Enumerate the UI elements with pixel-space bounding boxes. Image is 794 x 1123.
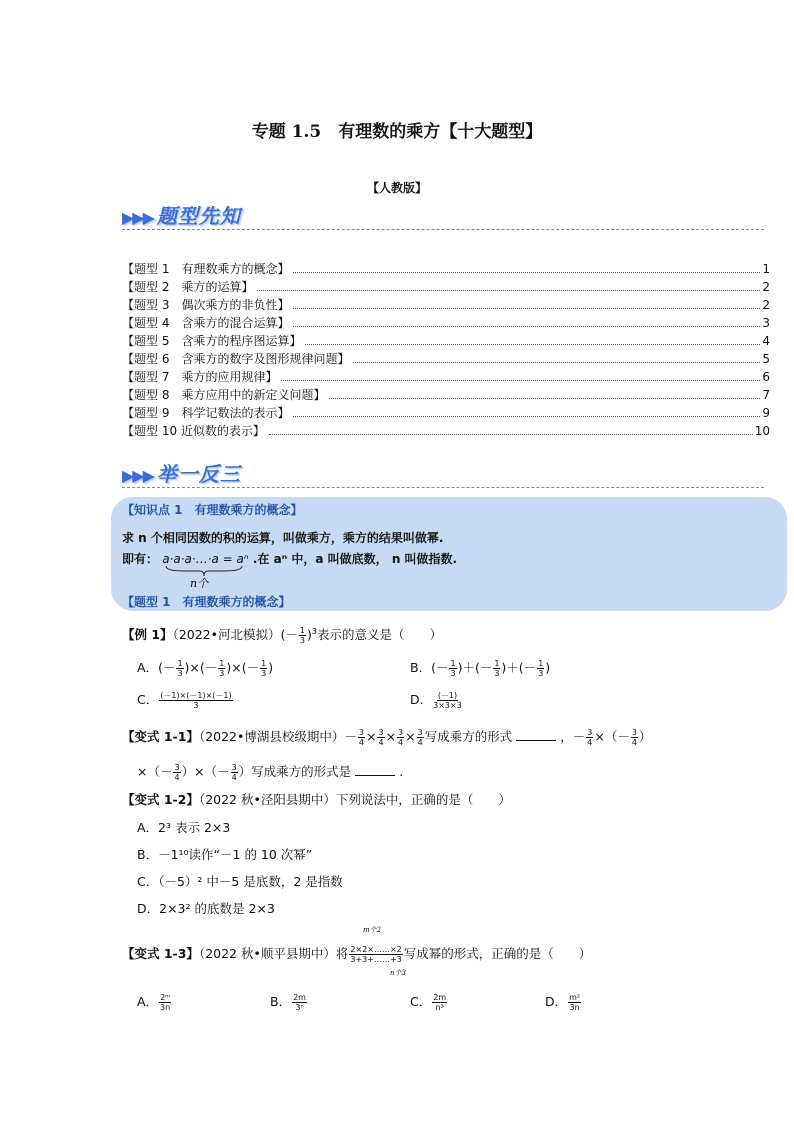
option-a: A．(－ $\frac{1}{3}$ )×(－ $\frac{1}{3}$ )×(－ $\frac{1}{3}$ ) bbox=[137, 659, 274, 678]
divider bbox=[122, 487, 764, 488]
toc-page-number: 6 bbox=[762, 370, 770, 384]
option-d: D． $\frac{\text{m²}}{3n}$ bbox=[545, 993, 581, 1012]
page-title: 专题 1.5 有理数的乘方【十大题型】 bbox=[251, 122, 543, 142]
toc-entry-label: 【题型 4 含乘方的混合运算】 bbox=[122, 316, 290, 330]
toc-leader-dots bbox=[293, 272, 760, 273]
option-d bbox=[410, 690, 463, 710]
option-c bbox=[137, 690, 234, 710]
toc-entry-label: 【题型 9 科学记数法的表示】 bbox=[122, 406, 290, 420]
option-c: C． $\frac{2m}{\text{n³}}$ bbox=[410, 993, 447, 1012]
option-letter: C． bbox=[410, 994, 432, 1009]
toc-leader-dots bbox=[293, 416, 760, 417]
toc-entry[interactable] bbox=[122, 314, 770, 332]
toc-leader-dots bbox=[281, 380, 760, 381]
fraction: $\frac{1}{3}$ bbox=[299, 626, 305, 645]
triple-chevron-icon: ▶▶▶ bbox=[122, 208, 153, 227]
variant-source: （2022 秋•顺平县期中） bbox=[198, 946, 336, 961]
fraction: $\frac{(-1)}{3\times 3\times 3}$ bbox=[433, 691, 462, 710]
formula-explanation: .在 aⁿ 中，a 叫做底数， n 叫做指数. bbox=[252, 552, 458, 566]
toc-leader-dots bbox=[293, 326, 760, 327]
toc-page-number: 9 bbox=[762, 406, 770, 420]
toc-entry[interactable] bbox=[122, 368, 770, 386]
toc-entry-label: 【题型 1 有理数乘方的概念】 bbox=[122, 262, 290, 276]
section-banner-practice bbox=[122, 458, 241, 487]
toc-page-number: 2 bbox=[762, 298, 770, 312]
edition-label: 【人教版】 bbox=[366, 181, 427, 195]
power-formula: a·a·a·…·a = aⁿ bbox=[162, 552, 249, 566]
toc-entry[interactable] bbox=[122, 404, 770, 422]
variant-text: 将 bbox=[335, 946, 349, 961]
toc-entry-label: 【题型 8 乘方应用中的新定义问题】 bbox=[122, 388, 326, 402]
variant-1-3-stem bbox=[122, 944, 591, 964]
variant-1-1-line1: 【变式 1-1】（2022•博湖县校级期中）－ $\frac{3}{4}$ × $\frac{3}{4}$ × $\frac{3}{4}$ × $\frac{3}{4}$ 写成乘方的形式 ，－ $\frac{3}{4}$ ×（－ $\frac{3}{4}$ ） bbox=[122, 728, 652, 747]
top-count-label: m个2 bbox=[363, 926, 382, 934]
knowledge-heading: 【知识点 1 有理数乘方的概念】 bbox=[122, 503, 303, 517]
brace-label: n个 bbox=[190, 577, 209, 590]
example-question: 表示的意义是（ ） bbox=[316, 627, 442, 642]
toc-page-number: 10 bbox=[754, 424, 770, 438]
toc-page-number: 3 bbox=[762, 316, 770, 330]
toc-leader-dots bbox=[305, 344, 760, 345]
option-letter: B． bbox=[270, 994, 292, 1009]
variant-text: 写成乘方的形式 bbox=[424, 729, 513, 744]
variant-question: 写成幂的形式，正确的是（ ） bbox=[403, 946, 592, 961]
toc-entry-label: 【题型 7 乘方的应用规律】 bbox=[122, 370, 278, 384]
bottom-count-label: n个3 bbox=[390, 969, 406, 977]
toc-leader-dots bbox=[269, 434, 753, 435]
variant-1-2-stem bbox=[122, 790, 511, 808]
option-a: A．2³ 表示 2×3 bbox=[137, 820, 231, 835]
example-label: 【例 1】 bbox=[122, 627, 173, 642]
option-letter: A． bbox=[137, 994, 159, 1009]
option-letter: C． bbox=[137, 692, 159, 707]
variant-1-1-line2: ×（－ $\frac{3}{4}$ ）×（－ $\frac{3}{4}$ ）写成乘方的形式是 . bbox=[137, 763, 404, 782]
toc-page-number: 7 bbox=[762, 388, 770, 402]
option-d: D．2×3² 的底数是 2×3 bbox=[137, 901, 275, 916]
toc-entry[interactable] bbox=[122, 260, 770, 278]
option-a: A． $\frac{\text{2ᵐ}}{3n}$ bbox=[137, 993, 171, 1012]
toc-entry-label: 【题型 5 含乘方的程序图运算】 bbox=[122, 334, 302, 348]
section-banner-preview bbox=[122, 200, 241, 229]
toc-entry-label: 【题型 3 偶次乘方的非负性】 bbox=[122, 298, 290, 312]
option-b: B． $\frac{2m}{\text{3ⁿ}}$ bbox=[270, 993, 306, 1012]
fraction: $\frac{(-1)\times(-1)\times(-1)}{3}$ bbox=[160, 691, 232, 710]
toc-page-number: 5 bbox=[762, 352, 770, 366]
table-of-contents bbox=[122, 260, 770, 440]
variant-label: 【变式 1-2】 bbox=[122, 792, 199, 807]
toc-entry[interactable] bbox=[122, 350, 770, 368]
variant-label: 【变式 1-3】 bbox=[122, 946, 199, 961]
variant-source: （2022 秋•泾阳县期中） bbox=[198, 792, 336, 807]
option-b: B．－1¹⁰读作“－1 的 10 次幂” bbox=[137, 847, 313, 862]
example-1-stem: 【例 1】（2022•河北模拟）(－ $\frac{1}{3}$ )$^3$表示的意义是（ ） bbox=[122, 626, 442, 645]
example-source: （2022•河北模拟） bbox=[172, 627, 281, 642]
toc-entry[interactable] bbox=[122, 296, 770, 314]
toc-leader-dots bbox=[353, 362, 760, 363]
type-heading: 【题型 1 有理数乘方的概念】 bbox=[122, 595, 291, 609]
toc-entry-label: 【题型 2 乘方的运算】 bbox=[122, 280, 254, 294]
answer-blank[interactable] bbox=[516, 730, 556, 741]
toc-page-number: 1 bbox=[762, 262, 770, 276]
toc-leader-dots bbox=[257, 290, 760, 291]
variant-source: （2022•博湖县校级期中） bbox=[198, 729, 345, 744]
formula-prefix: 即有： bbox=[122, 552, 159, 566]
variant-text: 写成乘方的形式是 bbox=[251, 764, 352, 779]
toc-entry[interactable] bbox=[122, 278, 770, 296]
toc-entry-label: 【题型 6 含乘方的数字及图形规律问题】 bbox=[122, 352, 350, 366]
triple-chevron-icon: ▶▶▶ bbox=[122, 466, 153, 485]
option-c: C．（－5）² 中－5 是底数，2 是指数 bbox=[137, 874, 343, 889]
variant-label: 【变式 1-1】 bbox=[122, 729, 199, 744]
option-letter: B． bbox=[410, 660, 432, 675]
knowledge-definition: 求 n 个相同因数的积的运算，叫做乘方，乘方的结果叫做幂. bbox=[122, 531, 444, 545]
toc-entry[interactable] bbox=[122, 422, 770, 440]
option-letter: D． bbox=[545, 994, 568, 1009]
variant-question: 下列说法中，正确的是（ ） bbox=[335, 792, 511, 807]
option-b: B．(－ $\frac{1}{3}$ )＋(－ $\frac{1}{3}$ )＋(－ $\frac{1}{3}$ ) bbox=[410, 659, 551, 678]
fraction: $\frac{2\times 2\times\dots\dots\times 2}{3+3+\dots\dots+3}$ bbox=[350, 945, 402, 964]
answer-blank[interactable] bbox=[355, 765, 395, 776]
toc-entry[interactable] bbox=[122, 386, 770, 404]
divider bbox=[122, 229, 764, 230]
toc-page-number: 4 bbox=[762, 334, 770, 348]
toc-entry[interactable] bbox=[122, 332, 770, 350]
toc-leader-dots bbox=[329, 398, 760, 399]
section-banner-text: 举一反三 bbox=[156, 462, 241, 486]
option-letter: D． bbox=[410, 692, 433, 707]
option-letter: A． bbox=[137, 660, 159, 675]
toc-entry-label: 【题型 10 近似数的表示】 bbox=[122, 424, 265, 438]
toc-page-number: 2 bbox=[762, 280, 770, 294]
section-banner-text: 题型先知 bbox=[156, 204, 241, 228]
toc-leader-dots bbox=[293, 308, 760, 309]
